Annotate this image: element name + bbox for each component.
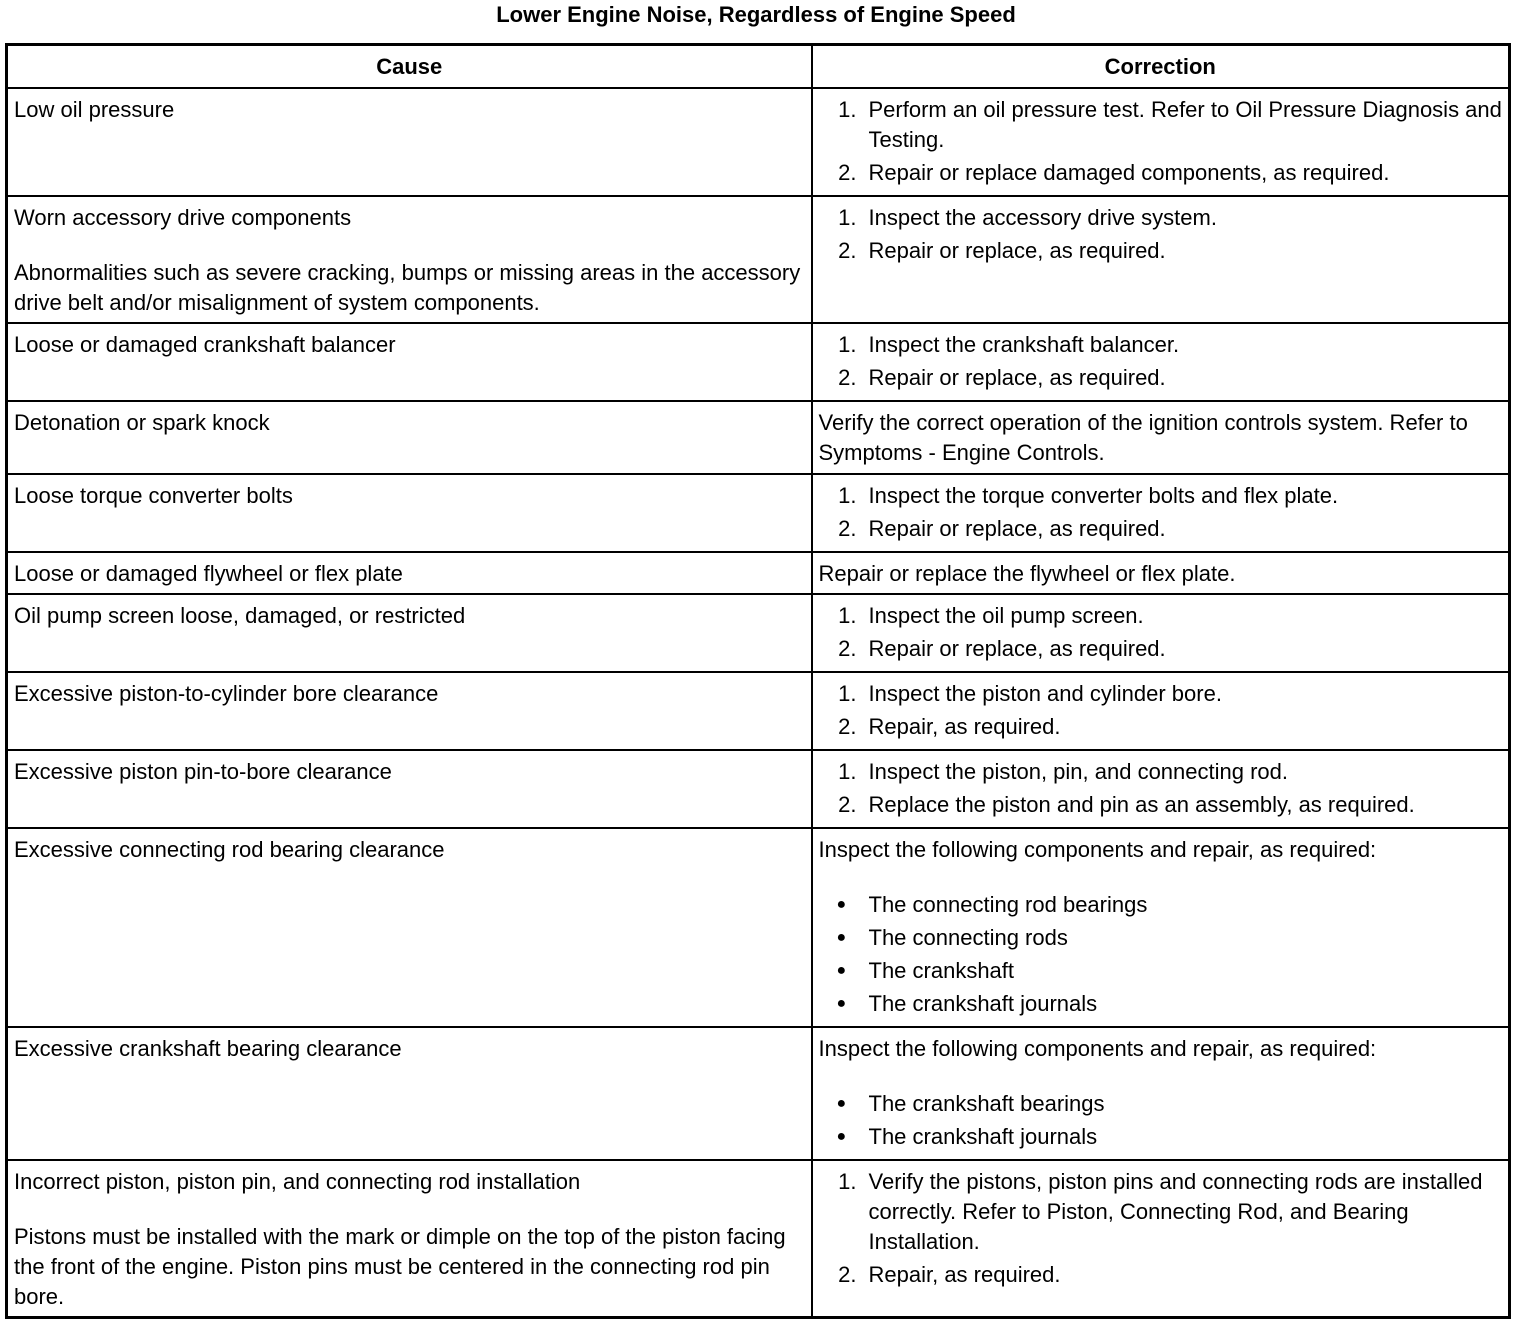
cause-text: Excessive piston-to-cylinder bore clearance [14, 680, 439, 706]
step-item: 2. Repair or replace, as required. [819, 634, 1503, 664]
cause-header: Cause [7, 45, 812, 88]
table-row [7, 474, 1510, 552]
table-row [7, 672, 1510, 750]
correction-cell [812, 323, 1510, 401]
bullet-item [819, 923, 1503, 953]
cause-cell [7, 88, 812, 196]
correction-steps [819, 1167, 1503, 1290]
correction-steps [819, 601, 1503, 664]
correction-cell [812, 828, 1510, 1027]
correction-steps [819, 757, 1503, 820]
table-row [7, 88, 1510, 196]
cause-text: Detonation or spark knock [14, 409, 270, 435]
step-item: 2. Repair or replace, as required. [819, 514, 1503, 544]
correction-text: Repair or replace the flywheel or flex plate. [818, 560, 1236, 586]
bullet-item [819, 890, 1503, 920]
step-text: Inspect the piston and cylinder bore. [868, 680, 1222, 706]
bullet-text: The connecting rods [868, 924, 1068, 950]
correction-cell [812, 1027, 1510, 1160]
table-row [7, 594, 1510, 672]
cause-note: Pistons must be installed with the mark or dimple on the top of the piston facing the front of the engine. Piston pins must be centered in the connecting rod pin bore. [14, 1223, 786, 1309]
correction-cell [812, 88, 1510, 196]
step-item: 2. Repair, as required. [819, 1260, 1503, 1290]
cause-text: Excessive crankshaft bearing clearance [14, 1035, 402, 1061]
header-row [7, 45, 1510, 88]
cause-cell [7, 594, 812, 672]
step-item: 1. Inspect the accessory drive system. [819, 203, 1503, 233]
cause-text: Loose or damaged crankshaft balancer [14, 331, 396, 357]
bullet-text: The crankshaft [868, 957, 1015, 983]
correction-steps [819, 95, 1503, 188]
cause-cell [7, 323, 812, 401]
correction-cell [812, 594, 1510, 672]
bullet-icon: ● [836, 961, 847, 979]
step-item: 1. Inspect the oil pump screen. [819, 601, 1503, 631]
component-list [819, 1089, 1503, 1152]
correction-text: Verify the correct operation of the ignition controls system. Refer to Symptoms - Engine Controls. [818, 409, 1468, 465]
cause-note: Abnormalities such as severe cracking, bumps or missing areas in the accessory drive belt and/or misalignment of system components. [14, 259, 801, 315]
table-row [7, 1160, 1510, 1318]
bullet-item [819, 989, 1503, 1019]
bullet-text: The crankshaft bearings [868, 1090, 1105, 1116]
table-row [7, 750, 1510, 828]
step-text: Repair, as required. [868, 713, 1061, 739]
correction-steps [819, 679, 1503, 742]
table-title: Lower Engine Noise, Regardless of Engine Speed [496, 2, 1016, 27]
correction-text: Inspect the following components and repair, as required: [818, 836, 1377, 862]
correction-cell [812, 672, 1510, 750]
bullet-icon: ● [836, 928, 847, 946]
step-item: 2. Replace the piston and pin as an assembly, as required. [819, 790, 1503, 820]
step-text: Perform an oil pressure test. Refer to Oil Pressure Diagnosis and Testing. [868, 96, 1502, 152]
cause-cell [7, 196, 812, 323]
step-item: 2. Repair, as required. [819, 712, 1503, 742]
cause-cell [7, 828, 812, 1027]
table-row [7, 552, 1510, 594]
step-text: Replace the piston and pin as an assembly, as required. [868, 791, 1415, 817]
diagnosis-table [5, 43, 1511, 1319]
correction-text: Inspect the following components and repair, as required: [818, 1035, 1377, 1061]
table-body [7, 88, 1510, 1318]
cause-text: Loose torque converter bolts [14, 482, 293, 508]
correction-steps [819, 481, 1503, 544]
bullet-item [819, 956, 1503, 986]
step-item: 2. Repair or replace damaged components, as required. [819, 158, 1503, 188]
step-item: 2. Repair or replace, as required. [819, 236, 1503, 266]
cause-cell [7, 1027, 812, 1160]
bullet-icon: ● [836, 994, 847, 1012]
bullet-text: The crankshaft journals [868, 990, 1098, 1016]
step-text: Verify the pistons, piston pins and connecting rods are installed correctly. Refer to Piston, Connecting Rod, and Bearing Installation. [868, 1168, 1483, 1254]
step-item: 1. Perform an oil pressure test. Refer to Oil Pressure Diagnosis and Testing. [819, 95, 1503, 155]
step-text: Repair, as required. [868, 1261, 1061, 1287]
cause-text: Excessive piston pin-to-bore clearance [14, 758, 392, 784]
correction-cell [812, 1160, 1510, 1318]
step-text: Inspect the piston, pin, and connecting rod. [868, 758, 1289, 784]
table-row [7, 401, 1510, 474]
cause-cell [7, 401, 812, 474]
correction-cell [812, 552, 1510, 594]
bullet-icon: ● [836, 1127, 847, 1145]
cause-cell [7, 1160, 812, 1318]
step-text: Repair or replace damaged components, as required. [868, 159, 1390, 185]
step-text: Repair or replace, as required. [868, 635, 1166, 661]
bullet-text: The crankshaft journals [868, 1123, 1098, 1149]
bullet-item [819, 1122, 1503, 1152]
table-row [7, 1027, 1510, 1160]
bullet-item [819, 1089, 1503, 1119]
step-text: Repair or replace, as required. [868, 515, 1166, 541]
component-list [819, 890, 1503, 1019]
step-text: Repair or replace, as required. [868, 237, 1166, 263]
cause-text: Oil pump screen loose, damaged, or restricted [14, 602, 466, 628]
correction-cell [812, 474, 1510, 552]
step-item: 1. Inspect the piston and cylinder bore. [819, 679, 1503, 709]
step-text: Inspect the torque converter bolts and flex plate. [868, 482, 1339, 508]
cause-text: Worn accessory drive components [14, 204, 352, 230]
step-text: Inspect the crankshaft balancer. [868, 331, 1180, 357]
cause-text: Loose or damaged flywheel or flex plate [14, 560, 403, 586]
correction-steps [819, 203, 1503, 266]
step-item: 1. Inspect the piston, pin, and connecting rod. [819, 757, 1503, 787]
correction-cell [812, 401, 1510, 474]
cause-cell [7, 672, 812, 750]
correction-header: Correction [812, 45, 1510, 88]
step-item: 1. Inspect the torque converter bolts and flex plate. [819, 481, 1503, 511]
cause-text: Low oil pressure [14, 96, 175, 122]
step-item: 1. Verify the pistons, piston pins and connecting rods are installed correctly. Refer to Piston, Connecting Rod, and Bearing Installation. [819, 1167, 1503, 1257]
cause-cell [7, 552, 812, 594]
correction-cell [812, 196, 1510, 323]
step-item: 1. Inspect the crankshaft balancer. [819, 330, 1503, 360]
bullet-text: The connecting rod bearings [868, 891, 1148, 917]
table-row [7, 323, 1510, 401]
step-text: Repair or replace, as required. [868, 364, 1166, 390]
cause-cell [7, 474, 812, 552]
step-item: 2. Repair or replace, as required. [819, 363, 1503, 393]
correction-cell [812, 750, 1510, 828]
step-text: Inspect the oil pump screen. [868, 602, 1144, 628]
correction-steps [819, 330, 1503, 393]
cause-cell [7, 750, 812, 828]
step-text: Inspect the accessory drive system. [868, 204, 1217, 230]
table-row [7, 828, 1510, 1027]
table-row [7, 196, 1510, 323]
cause-text: Incorrect piston, piston pin, and connecting rod installation [14, 1168, 581, 1194]
bullet-icon: ● [836, 895, 847, 913]
bullet-icon: ● [836, 1094, 847, 1112]
cause-text: Excessive connecting rod bearing clearance [14, 836, 445, 862]
